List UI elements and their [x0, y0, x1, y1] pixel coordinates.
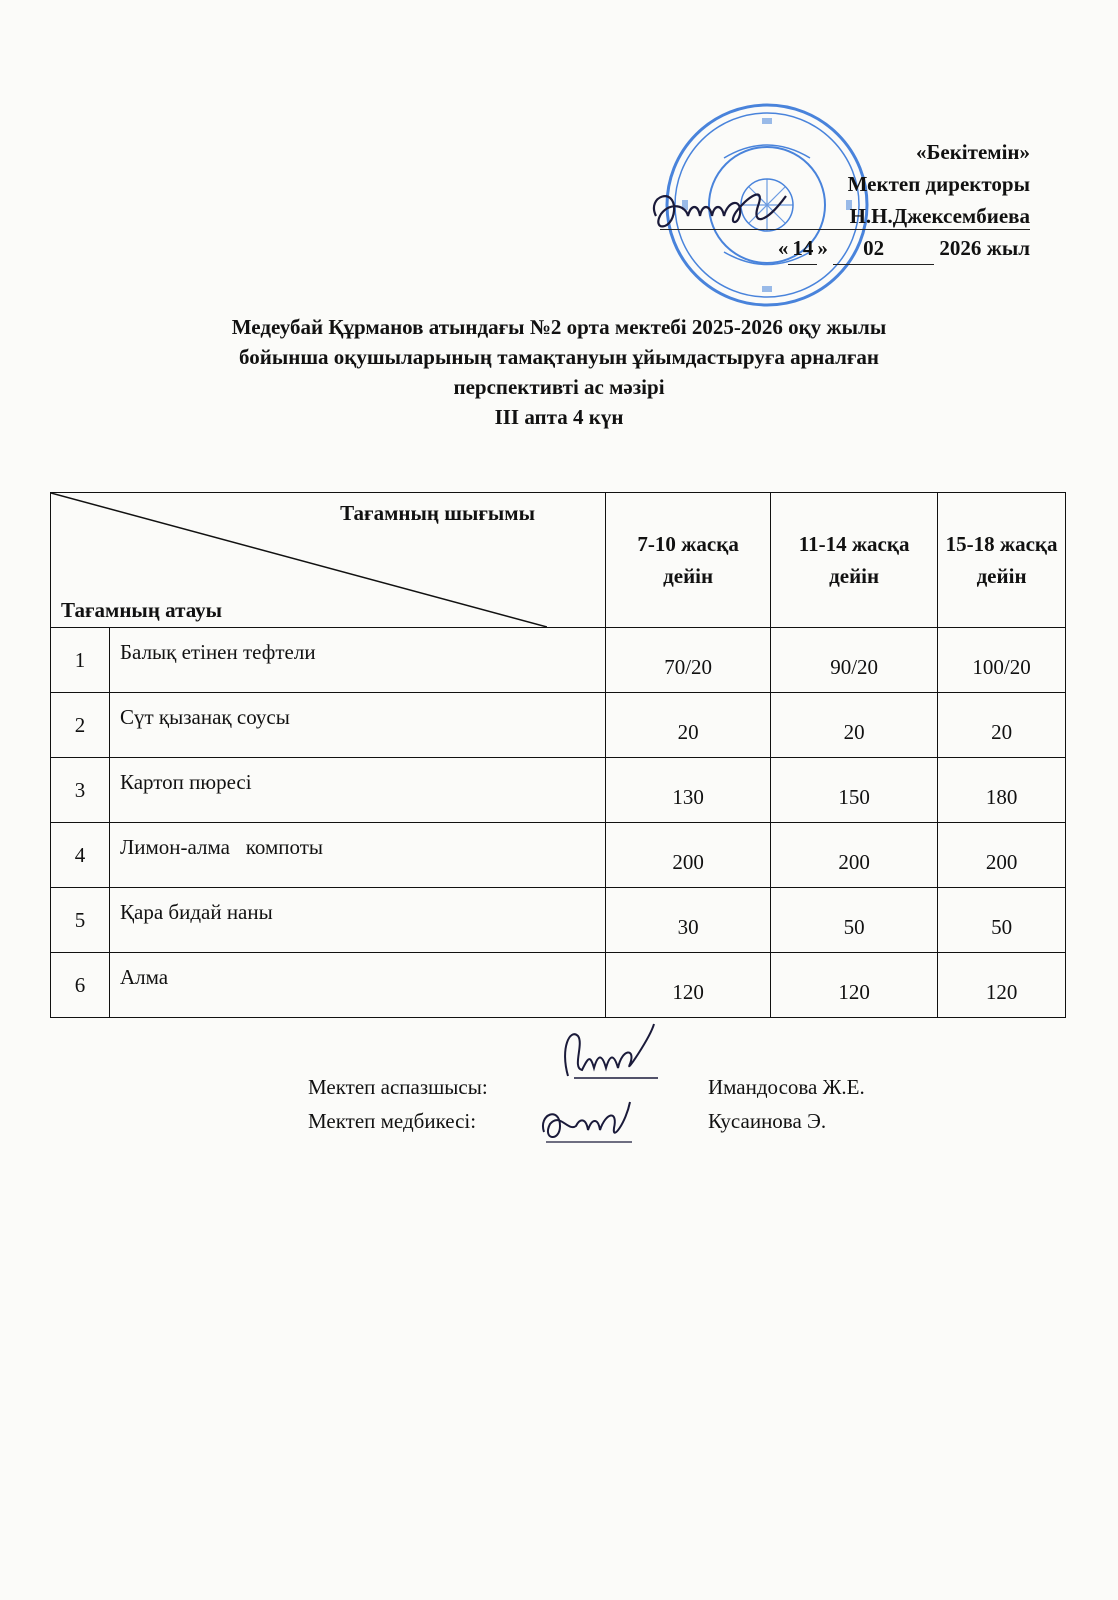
portion-15-18: 20	[938, 693, 1066, 758]
age-column-11-14	[771, 493, 938, 628]
row-number: 3	[51, 758, 110, 823]
row-number: 2	[51, 693, 110, 758]
dish-name: Картоп пюресі	[110, 758, 606, 823]
portion-15-18: 180	[938, 758, 1066, 823]
age-11-14-line1: 11-14 жасқа	[798, 532, 910, 556]
age-column-7-10	[606, 493, 771, 628]
title-line-2: бойынша оқушыларының тамақтануын ұйымдастыруға арналған	[239, 345, 879, 369]
approval-month: 02	[833, 232, 934, 265]
dish-name: Алма	[110, 953, 606, 1018]
dish-name: Сүт қызанақ соусы	[110, 693, 606, 758]
cook-signature	[554, 1018, 664, 1086]
cook-role: Мектеп аспазшысы:	[308, 1075, 488, 1099]
cook-name: Имандосова Ж.Е.	[708, 1075, 865, 1099]
row-number: 1	[51, 628, 110, 693]
row-number: 5	[51, 888, 110, 953]
nurse-role: Мектеп медбикесі:	[308, 1109, 477, 1133]
age-15-18-line2: дейін	[976, 564, 1027, 588]
table-header-row	[51, 493, 1066, 628]
nurse-signature	[536, 1092, 636, 1152]
header-output: Тағамның шығымы	[340, 501, 535, 525]
approval-day: 14	[788, 232, 817, 265]
approval-date: « 14 » 02 2026 жыл	[660, 232, 1030, 265]
age-column-15-18	[938, 493, 1066, 628]
portion-11-14: 90/20	[771, 628, 938, 693]
portion-15-18: 50	[938, 888, 1066, 953]
nurse-name: Кусаинова Э.	[708, 1109, 827, 1133]
age-11-14-line2: дейін	[829, 564, 880, 588]
diagonal-header-cell	[51, 493, 606, 628]
age-15-18-line1: 15-18 жасқа	[945, 532, 1058, 556]
table-row	[51, 693, 1066, 758]
portion-7-10: 70/20	[606, 628, 771, 693]
approval-heading: «Бекітемін»	[915, 140, 1030, 164]
title-line-3: перспективті ас мәзірі	[453, 375, 665, 399]
approval-year: 2026 жыл	[939, 236, 1030, 260]
portion-7-10: 120	[606, 953, 771, 1018]
table-row	[51, 823, 1066, 888]
portion-7-10: 20	[606, 693, 771, 758]
table-row	[51, 758, 1066, 823]
dish-name: Қара бидай наны	[110, 888, 606, 953]
table-row	[51, 628, 1066, 693]
portion-7-10: 130	[606, 758, 771, 823]
dish-name: Балық етінен тефтели	[110, 628, 606, 693]
table-row	[51, 953, 1066, 1018]
header-dish-name: Тағамның атауы	[61, 598, 223, 622]
portion-11-14: 20	[771, 693, 938, 758]
title-line-4: ІІІ апта 4 күн	[494, 405, 624, 429]
title-line-1: Медеубай Құрманов атындағы №2 орта мектебі 2025-2026 оқу жылы	[231, 315, 887, 339]
portion-7-10: 200	[606, 823, 771, 888]
age-7-10-line2: дейін	[663, 564, 714, 588]
row-number: 6	[51, 953, 110, 1018]
portion-15-18: 120	[938, 953, 1066, 1018]
dish-name: Лимон-алма компоты	[110, 823, 606, 888]
portion-11-14: 50	[771, 888, 938, 953]
portion-11-14: 200	[771, 823, 938, 888]
age-7-10-line1: 7-10 жасқа	[637, 532, 739, 556]
approval-block	[660, 136, 1030, 265]
director-name: Н.Н.Джексембиева	[660, 203, 1030, 230]
table-row	[51, 888, 1066, 953]
portion-7-10: 30	[606, 888, 771, 953]
row-number: 4	[51, 823, 110, 888]
portion-11-14: 150	[771, 758, 938, 823]
portion-11-14: 120	[771, 953, 938, 1018]
portion-15-18: 100/20	[938, 628, 1066, 693]
approval-position: Мектеп директоры	[847, 172, 1030, 196]
portion-15-18: 200	[938, 823, 1066, 888]
document-title	[0, 312, 1118, 432]
menu-table	[50, 492, 1066, 1018]
